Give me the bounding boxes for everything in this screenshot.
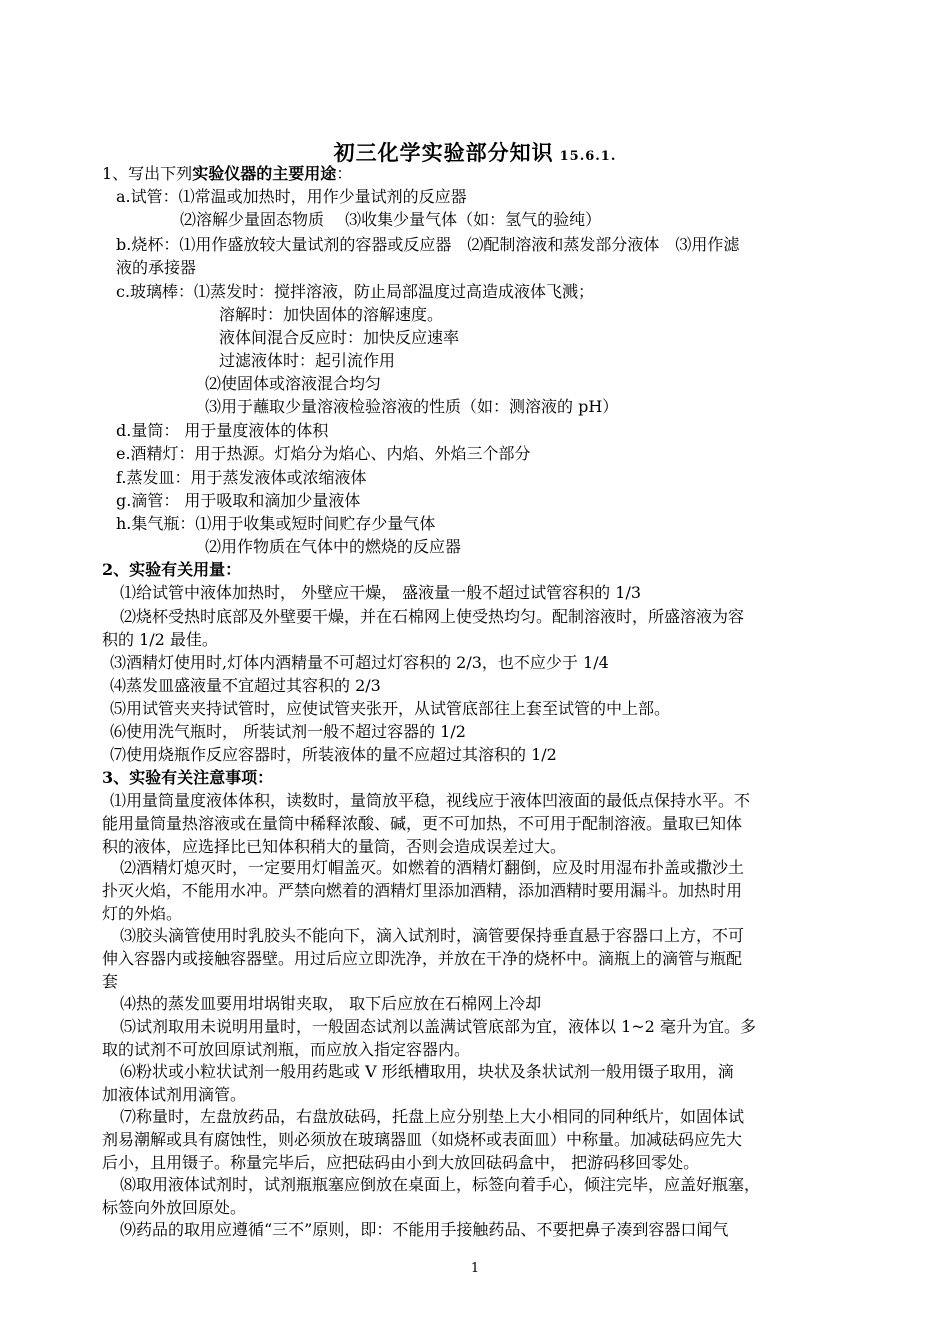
gas-jar-line-1: h.集气瓶：⑴用于收集或短时间贮存少量气体 — [116, 514, 436, 533]
dosage-item-2-line-2: 积的 1/2 最佳。 — [102, 630, 218, 649]
note-line-12: 取的试剂不可放回原试剂瓶，而应放入指定容器内。 — [102, 1040, 471, 1059]
evaporating-dish-line: f.蒸发皿：用于蒸发液体或浓缩液体 — [116, 468, 367, 487]
glass-rod-line-2: 溶解时：加快固体的溶解速度。 — [219, 305, 444, 324]
note-line-18: ⑻取用液体试剂时，试剂瓶瓶塞应倒放在桌面上，标签向着手心，倾注完毕，应盖好瓶塞， — [120, 1175, 761, 1194]
page-number: 1 — [470, 1261, 480, 1276]
note-line-15: ⑺称量时，左盘放药品，右盘放砝码，托盘上应分别垫上大小相同的同种纸片，如固体试 — [120, 1107, 745, 1126]
dosage-item-7: ⑺使用烧瓶作反应容器时，所装液体的量不应超过其溶积的 1/2 — [110, 745, 557, 764]
section-3-heading: 3、实验有关注意事项： — [102, 768, 274, 787]
glass-rod-line-5: ⑵使固体或溶液混合均匀 — [205, 374, 382, 393]
section-1-heading-bold: 实验仪器的主要用途 — [192, 164, 337, 183]
note-line-10: ⑷热的蒸发皿要用坩埚钳夹取， 取下后应放在石棉网上冷却 — [120, 994, 542, 1013]
section-1-heading-prefix: 1、写出下列 — [102, 164, 193, 183]
note-line-7: ⑶胶头滴管使用时乳胶头不能向下，滴入试剂时，滴管要保持垂直悬于容器口上方，不可 — [120, 926, 745, 945]
glass-rod-line-4: 过滤液体时：起引流作用 — [219, 351, 396, 370]
note-line-9: 套 — [102, 972, 119, 991]
section-1-heading-suffix: ： — [336, 164, 353, 183]
test-tube-line-1: a.试管：⑴常温或加热时，用作少量试剂的反应器 — [116, 187, 467, 206]
note-line-14: 加液体试剂用滴管。 — [102, 1085, 247, 1104]
gas-jar-line-2: ⑵用作物质在气体中的燃烧的反应器 — [205, 537, 462, 556]
beaker-line-2: 液的承接器 — [116, 258, 197, 277]
section-2-heading: 2、实验有关用量： — [102, 560, 242, 579]
dosage-item-4: ⑷蒸发皿盛液量不宜超过其容积的 2/3 — [110, 676, 381, 695]
title-date: 15.6.1. — [559, 149, 617, 164]
note-line-3: 积的液体，应选择比已知体积稍大的量筒，否则会造成误差过大。 — [102, 837, 567, 856]
note-line-5: 扑灭火焰，不能用水冲。严禁向燃着的酒精灯里添加酒精，添加酒精时要用漏斗。加热时用 — [102, 881, 743, 900]
note-line-20: ⑼药品的取用应遵循“三不”原则，即：不能用手接触药品、不要把鼻子凑到容器口闻气 — [120, 1220, 729, 1239]
glass-rod-line-3: 液体间混合反应时：加快反应速率 — [219, 328, 460, 347]
dosage-item-3: ⑶酒精灯使用时,灯体内酒精量不可超过灯容积的 2/3，也不应少于 1/4 — [110, 653, 609, 672]
dosage-item-5: ⑸用试管夹夹持试管时，应使试管夹张开，从试管底部往上套至试管的中上部。 — [110, 699, 671, 718]
alcohol-lamp-line: e.酒精灯：用于热源。灯焰分为焰心、内焰、外焰三个部分 — [116, 444, 531, 463]
note-line-6: 灯的外焰。 — [102, 904, 183, 923]
note-line-4: ⑵酒精灯熄灭时，一定要用灯帽盖灭。如燃着的酒精灯翻倒，应及时用湿布扑盖或撒沙土 — [120, 858, 745, 877]
note-line-2: 能用量筒量热溶液或在量筒中稀释浓酸、碱，更不可加热，不可用于配制溶液。量取已知体 — [102, 814, 743, 833]
graduated-cylinder-line: d.量筒： 用于量度液体的体积 — [116, 421, 329, 440]
note-line-1: ⑴用量筒量度液体体积，读数时，量筒放平稳，视线应于液体凹液面的最低点保持水平。不 — [110, 791, 751, 810]
note-line-11: ⑸试剂取用未说明用量时，一般固态试剂以盖满试管底部为宜，液体以 1~2 毫升为宜。多 — [120, 1017, 756, 1036]
glass-rod-line-6: ⑶用于蘸取少量溶液检验溶液的性质（如：测溶液的 pH） — [205, 397, 619, 416]
note-line-16: 剂易潮解或具有腐蚀性，则必须放在玻璃器皿（如烧杯或表面皿）中称量。加减砝码应先大 — [102, 1130, 743, 1149]
dosage-item-6: ⑹使用洗气瓶时， 所装试剂一般不超过容器的 1/2 — [110, 722, 466, 741]
title-text: 初三化学实验部分知识 — [333, 140, 554, 165]
note-line-8: 伸入容器内或接触容器壁。用过后应立即洗净，并放在干净的烧杯中。滴瓶上的滴管与瓶配 — [102, 949, 743, 968]
dosage-item-1: ⑴给试管中液体加热时， 外壁应干燥， 盛液量一般不超过试管容积的 1/3 — [120, 583, 642, 602]
test-tube-line-2: ⑵溶解少量固态物质 ⑶收集少量气体（如：氢气的验纯） — [180, 210, 602, 229]
note-line-17: 后小，且用镊子。称量完毕后，应把砝码由小到大放回砝码盒中， 把游码移回零处。 — [102, 1153, 700, 1172]
section-1-heading — [102, 163, 352, 185]
beaker-line-1: b.烧杯：⑴用作盛放较大量试剂的容器或反应器 ⑵配制溶液和蒸发部分液体 ⑶用作滤 — [116, 235, 740, 254]
note-line-13: ⑹粉状或小粒状试剂一般用药匙或 V 形纸槽取用，块状及条状试剂一般用镊子取用，滴 — [120, 1062, 734, 1081]
dosage-item-2-line-1: ⑵烧杯受热时底部及外壁要干燥，并在石棉网上使受热均匀。配制溶液时，所盛溶液为容 — [120, 607, 745, 626]
glass-rod-line-1: c.玻璃棒：⑴蒸发时：搅拌溶液，防止局部温度过高造成液体飞溅； — [116, 282, 595, 301]
note-line-19: 标签向外放回原处。 — [102, 1198, 247, 1217]
dropper-line: g.滴管： 用于吸取和滴加少量液体 — [116, 491, 361, 510]
